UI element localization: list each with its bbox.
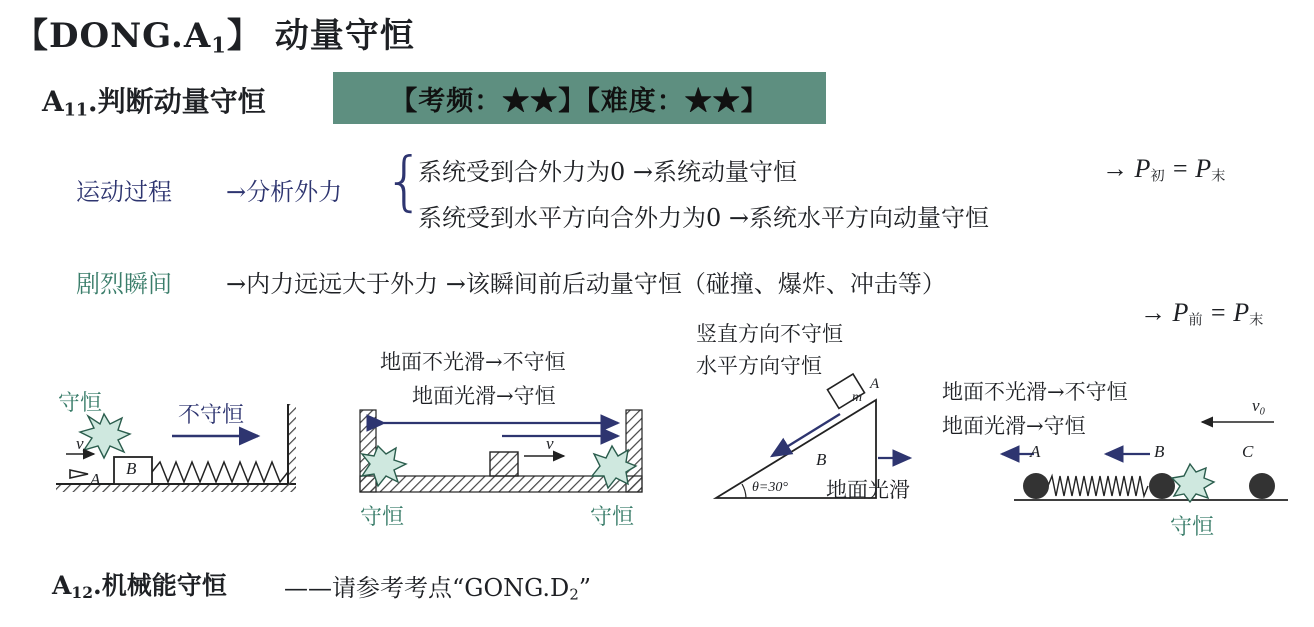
formula-initial-final: → $P_初 = P_末$ [1102,154,1226,185]
d1-mark-a: A [90,470,101,489]
d4-rough-label: 地面不光滑→不守恒 [942,380,1128,404]
d4-impact-icon [1172,464,1214,502]
formula-before-after: → $P_前 = P_末$ [1140,298,1264,329]
section-a11-title: .判断动量守恒 [87,85,266,118]
section-a12-heading: $A_{12}$.机械能守恒 [52,571,227,602]
d3-angle-label: θ=30° [752,480,788,495]
d2-left-conserved-label: 守恒 [360,505,405,530]
process-label: 运动过程 [76,178,172,206]
d2-mark-v: v [546,434,554,453]
case-zero-net-force: 系统受到合外力为0 →系统动量守恒 [418,158,798,186]
title-text: 动量守恒 [274,16,415,56]
d4-smooth-label: 地面光滑→守恒 [942,414,1086,438]
d1-not-conserved-label: 不守恒 [178,403,245,428]
title-code: 【DONG.A [14,16,212,56]
d4-conserved-label: 守恒 [1170,515,1215,540]
instant-description: →内力远远大于外力 →该瞬间前后动量守恒（碰撞、爆炸、冲击等） [226,270,946,298]
d1-conserved-label: 守恒 [58,391,103,416]
d1-mark-b: B [126,459,137,478]
case-zero-horizontal-force: 系统受到水平方向合外力为0 →系统水平方向动量守恒 [418,204,990,232]
d3-ground-label: 地面光滑 [826,478,910,502]
d3-mark-m: m [852,390,863,405]
d1-mark-v: v [76,434,84,453]
section-a11-prefix: A [42,85,64,118]
d4-ball-b [1149,473,1175,499]
title-code-sub: 1 [211,32,227,58]
d4-spring [1048,476,1148,496]
d2-right-conserved-label: 守恒 [590,505,635,530]
d4-ball-a [1023,473,1049,499]
section-a12-reference: ——请参考考点“$GONG.D_2$” [284,574,592,604]
d4-mark-a: A [1030,442,1041,461]
d2-smooth-label: 地面光滑→守恒 [412,384,556,408]
d3-mark-a: A [870,376,880,392]
d2-rough-label: 地面不光滑→不守恒 [380,350,566,374]
d3-vertical-label: 竖直方向不守恒 [696,322,843,346]
d3-horizontal-label: 水平方向守恒 [696,354,822,378]
d3-mark-b: B [816,450,827,469]
title-code-end: 】 [226,16,262,56]
instant-label: 剧烈瞬间 [76,270,172,298]
external-force-arrow: →分析外力 [226,178,343,206]
section-a11-sub: 11 [63,100,88,121]
d4-mark-v0: v₀ [1252,396,1266,415]
d4-mark-c: C [1242,442,1254,461]
frequency-badge: 【考频：★★】【难度：★★】 [333,72,826,124]
d4-ball-c [1249,473,1275,499]
brace-icon: { [384,145,425,219]
d4-mark-b: B [1154,442,1165,461]
